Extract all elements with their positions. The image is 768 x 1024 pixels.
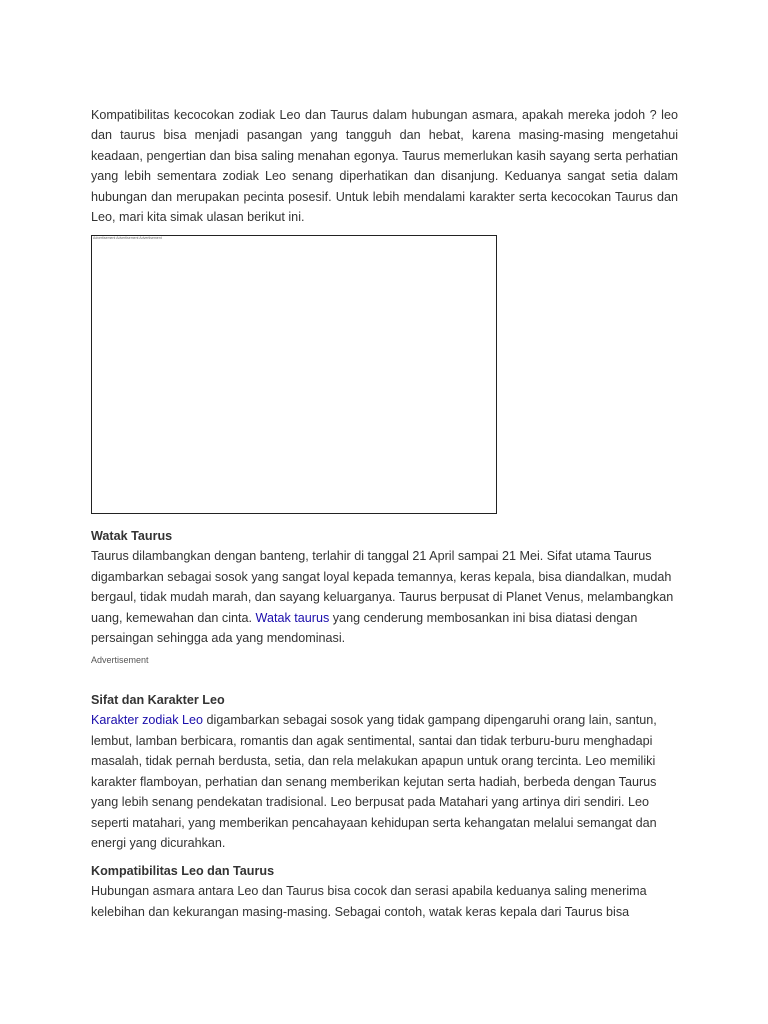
section-heading-watak-taurus: Watak Taurus <box>91 529 173 544</box>
watak-taurus-link[interactable]: Watak taurus <box>255 610 330 625</box>
sifat-leo-text-after-link: digambarkan sebagai sosok yang tidak gampang dipengaruhi orang lain, santun, lembut, lamban berbicara, romantis dan agak sentimental, santai dan tidak terburu-buru menghadapi masalah, tidak pernah berdusta, setia, dan rela melakukan apapun untuk orang tercinta. Leo memiliki karakter flamboyan, perhatian dan senang memberikan kejutan serta hadiah, berbeda dengan Taurus yang lebih senang pendekatan tradisional. Leo berpusat pada Matahari yang artinya diri sendiri. Leo seperti matahari, yang memberikan pencahayaan kehidupan serta kehangatan melalui semangat dan energi yang dicurahkan. <box>91 713 657 850</box>
watak-taurus-text-before-link: Taurus dilambangkan dengan banteng, terlahir di tanggal 21 April sampai 21 Mei. Sifat utama Taurus digambarkan sebagai sosok yang sangat loyal kepada temannya, keras kepala, bisa diandalkan, mudah bergaul, tidak mudah marah, dan sayang keluarganya. Taurus berpusat di Planet Venus, melambangkan uang, kemewahan dan cinta. <box>91 549 674 625</box>
advertisement-frame-label: Advertisement Advertisement Advertisement <box>93 236 162 241</box>
section-heading-kompatibilitas: Kompatibilitas Leo dan Taurus <box>91 864 275 879</box>
section-heading-sifat-leo: Sifat dan Karakter Leo <box>91 693 225 708</box>
advertisement-label: Advertisement <box>91 655 149 666</box>
watak-taurus-text-after-link: yang cenderung membosankan ini bisa diatasi dengan persaingan sehingga ada yang mendominasi. <box>91 610 638 646</box>
section-body-sifat-leo <box>91 710 678 853</box>
advertisement-frame[interactable] <box>91 235 497 514</box>
section-body-watak-taurus <box>91 546 678 648</box>
karakter-zodiak-leo-link[interactable]: Karakter zodiak Leo <box>91 713 204 728</box>
article <box>91 105 678 922</box>
section-body-kompatibilitas: Hubungan asmara antara Leo dan Taurus bisa cocok dan serasi apabila keduanya saling menerima kelebihan dan kekurangan masing-masing. Sebagai contoh, watak keras kepala dari Taurus bisa <box>91 884 647 919</box>
intro-paragraph: Kompatibilitas kecocokan zodiak Leo dan Taurus dalam hubungan asmara, apakah mereka jodoh ? leo dan taurus bisa menjadi pasangan yang tangguh dan hebat, karena masing-masing mengetahui keadaan, pengertian dan bisa saling menahan egonya. Taurus memerlukan kasih sayang serta perhatian yang lebih sementara zodiak Leo senang diperhatikan dan disanjung. Keduanya sangat setia dalam hubungan dan merupakan pecinta posesif. Untuk lebih mendalami karakter serta kecocokan Taurus dan Leo, mari kita simak ulasan berikut ini. <box>91 108 678 225</box>
